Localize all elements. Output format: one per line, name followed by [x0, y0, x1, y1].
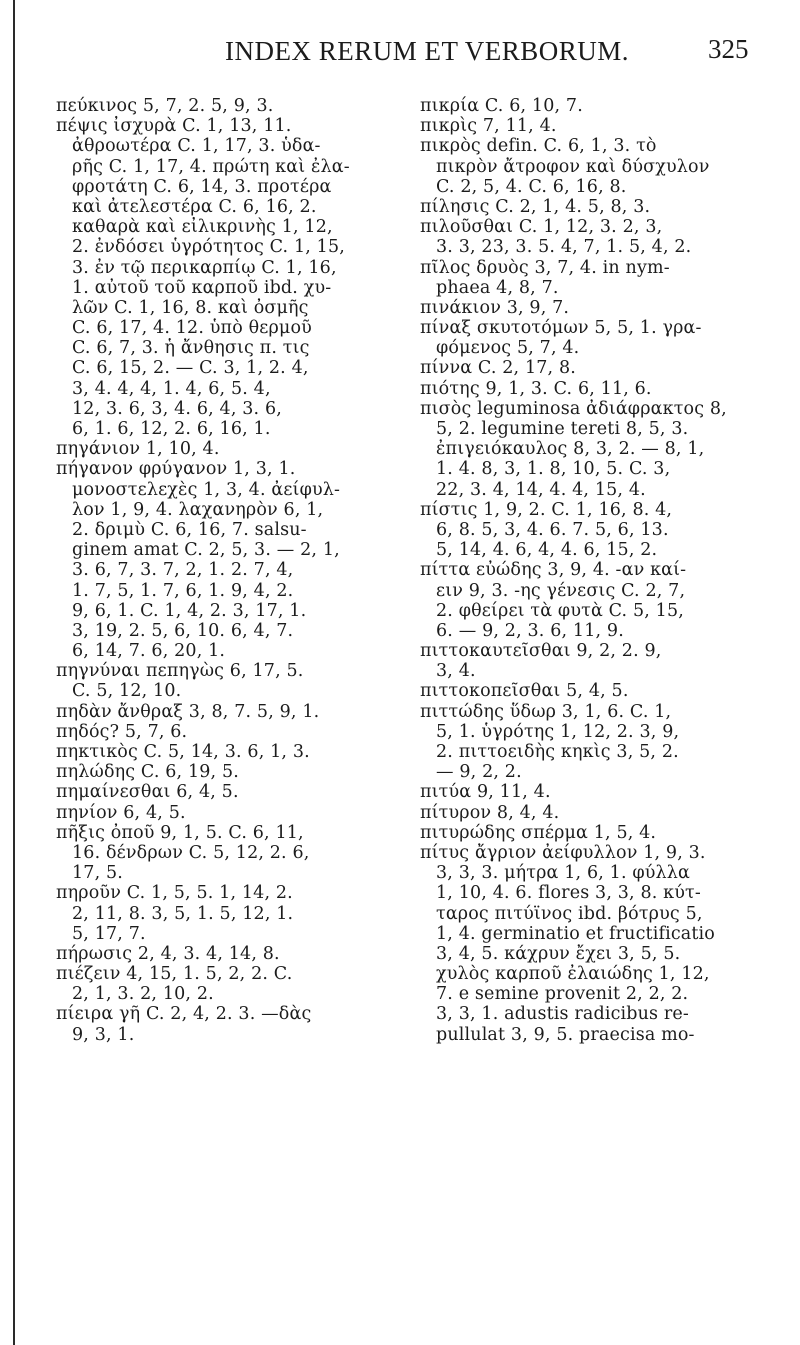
index-continuation-line: μονοστελεχὲς 1, 3, 4. ἀείφυλ- [72, 479, 341, 500]
index-continuation-line: 2, 1, 3. 2, 10, 2. [72, 984, 214, 1005]
index-continuation-line: φόμενος 5, 7, 4. [436, 338, 580, 359]
index-entry-line: πῆξις ὀποῦ 9, 1, 5. C. 6, 11, [56, 822, 304, 843]
index-continuation-line: 3. 6, 7, 3. 7, 2, 1. 2. 7, 4, [72, 560, 294, 581]
index-continuation-line: C. 6, 7, 3. ἡ ἄνθησις π. τις [72, 338, 310, 359]
index-entry-line: πηδός? 5, 7, 6. [56, 721, 188, 742]
page-header [0, 30, 800, 70]
index-continuation-line: καὶ ἀτελεστέρα C. 6, 16, 2. [72, 196, 317, 217]
index-continuation-line: phaea 4, 8, 7. [436, 277, 559, 298]
index-entry-line: πήγανον φρύγανον 1, 3, 1. [56, 459, 296, 480]
index-entry-line: πιτύα 9, 11, 4. [420, 782, 551, 803]
index-continuation-line: 3, 4. [436, 661, 476, 682]
index-entry-line: πημαίνεσθαι 6, 4, 5. [56, 782, 239, 803]
index-continuation-line: C. 6, 15, 2. — C. 3, 1, 2. 4, [72, 358, 309, 379]
index-continuation-line: φροτάτη C. 6, 14, 3. προτέρα [72, 176, 332, 197]
index-continuation-line: 2. πιττοειδὴς κηκὶς 3, 5, 2. [436, 742, 679, 762]
index-entry-line: πιττώδης ὕδωρ 3, 1, 6. C. 1, [420, 701, 672, 722]
index-entry-line: πηλώδης C. 6, 19, 5. [56, 762, 239, 783]
index-continuation-line: 12, 3. 6, 3, 4. 6, 4, 3. 6, [72, 398, 282, 419]
index-continuation-line: 5, 14, 4. 6, 4, 4. 6, 15, 2. [436, 540, 658, 561]
index-continuation-line: λον 1, 9, 4. λαχανηρὸν 6, 1, [72, 499, 324, 520]
index-continuation-line: 6, 8. 5, 3, 4. 6. 7. 5, 6, 13. [436, 519, 669, 540]
index-continuation-line: ginem amat C. 2, 5, 3. — 2, 1, [72, 540, 340, 561]
index-continuation-line: 3, 3, 1. adustis radicibus re- [436, 1004, 689, 1025]
right-index-column [420, 96, 775, 1045]
index-continuation-line: 9, 6, 1. C. 1, 4, 2. 3, 17, 1. [72, 600, 307, 621]
index-continuation-line: 6, 1. 6, 12, 2. 6, 16, 1. [72, 419, 271, 439]
index-entry-line: πεύκινος 5, 7, 2. 5, 9, 3. [56, 96, 274, 116]
index-continuation-line: 3, 4, 5. κάχρυν ἔχει 3, 5, 5. [436, 943, 681, 964]
index-continuation-line: ἐπιγειόκαυλος 8, 3, 2. — 8, 1, [436, 439, 705, 460]
index-entry-line: πίστις 1, 9, 2. C. 1, 16, 8. 4, [420, 499, 673, 520]
index-continuation-line: 1, 10, 4. 6. flores 3, 3, 8. κύτ- [436, 883, 701, 904]
index-entry-line: πιέζειν 4, 15, 1. 5, 2, 2. C. [56, 964, 293, 985]
index-entry-line: πισὸς leguminosa ἀδιάφρακτος 8, [420, 398, 727, 419]
index-continuation-line: 1, 4. germinatio et fructificatio [436, 923, 715, 944]
index-entry-line: πίννα C. 2, 17, 8. [420, 358, 576, 379]
index-entry-line: πίττα εὐώδης 3, 9, 4. -αν καί- [420, 560, 687, 581]
index-continuation-line: C. 6, 17, 4. 12. ὑπὸ θερμοῦ [72, 318, 312, 339]
index-continuation-line: — 9, 2, 2. [436, 762, 522, 783]
index-continuation-line: 3. 3, 23, 3. 5. 4, 7, 1. 5, 4, 2. [436, 237, 692, 258]
index-continuation-line: 1. 7, 5, 1. 7, 6, 1. 9, 4, 2. [72, 580, 294, 601]
index-continuation-line: 5, 17, 7. [72, 923, 146, 944]
index-entry-line: πηδὰν ἄνθραξ 3, 8, 7. 5, 9, 1. [56, 701, 320, 722]
index-continuation-line: 2. δριμὺ C. 6, 16, 7. salsu- [72, 519, 307, 540]
index-entry-line: πηνίον 6, 4, 5. [56, 802, 186, 823]
index-continuation-line: 2. φθείρει τὰ φυτὰ C. 5, 15, [436, 600, 684, 621]
index-entry-line: πίναξ σκυτοτόμων 5, 5, 1. γρα- [420, 318, 702, 339]
index-continuation-line: 5, 2. legumine tereti 8, 5, 3. [436, 419, 689, 439]
index-entry-line: πίειρα γῆ C. 2, 4, 2. 3. —δὰς [56, 1004, 312, 1025]
index-continuation-line: 1. αὐτοῦ τοῦ καρποῦ ibd. χυ- [72, 277, 332, 298]
index-entry-line: πικρία C. 6, 10, 7. [420, 96, 583, 116]
index-continuation-line: χυλὸς καρποῦ ἐλαιώδης 1, 12, [436, 964, 710, 985]
index-entry-line: πινάκιον 3, 9, 7. [420, 297, 570, 318]
index-continuation-line: 22, 3. 4, 14, 4. 4, 15, 4. [436, 479, 646, 500]
index-continuation-line: 2. ἐνδόσει ὑγρότητος C. 1, 15, [72, 237, 345, 258]
index-continuation-line: ειν 9, 3. -ης γένεσις C. 2, 7, [436, 580, 686, 601]
index-entry-line: πηγάνιον 1, 10, 4. [56, 439, 220, 460]
index-continuation-line: καθαρὰ καὶ εἰλικρινὴς 1, 12, [72, 217, 333, 238]
index-continuation-line: 5, 1. ὑγρότης 1, 12, 2. 3, 9, [436, 721, 680, 742]
index-entry-line: πήρωσις 2, 4, 3. 4, 14, 8. [56, 943, 280, 964]
index-entry-line: πιτυρώδης σπέρμα 1, 5, 4. [420, 822, 657, 843]
index-continuation-line: ἀθροωτέρα C. 1, 17, 3. ὑδα- [72, 136, 321, 157]
left-index-column [56, 96, 398, 1045]
index-entry-line: πηροῦν C. 1, 5, 5. 1, 14, 2. [56, 883, 293, 904]
index-entry-line: πίτυς ἄγριον ἀείφυλλον 1, 9, 3. [420, 842, 706, 863]
index-entry-line: πηκτικὸς C. 5, 14, 3. 6, 1, 3. [56, 742, 310, 762]
index-entry-line: πῖλος δρυὸς 3, 7, 4. in nym- [420, 257, 670, 278]
index-entry-line: πιττοκαυτεῖσθαι 9, 2, 2. 9, [420, 641, 662, 662]
index-entry-line: πίλησις C. 2, 1, 4. 5, 8, 3. [420, 196, 651, 217]
index-entry-line: πηγνύναι πεπηγὼς 6, 17, 5. [56, 661, 304, 682]
index-continuation-line: 17, 5. [72, 863, 123, 884]
index-continuation-line: 3, 3, 3. μήτρα 1, 6, 1. φύλλα [436, 863, 691, 884]
index-continuation-line: 16. δένδρων C. 5, 12, 2. 6, [72, 842, 310, 863]
index-entry-line: πιττοκοπεῖσθαι 5, 4, 5. [420, 681, 629, 702]
index-continuation-line: 3. ἐν τῷ περικαρπίῳ C. 1, 16, [72, 257, 337, 278]
index-continuation-line: λῶν C. 1, 16, 8. καὶ ὀσμῆς [72, 297, 309, 318]
index-continuation-line: 6. — 9, 2, 3. 6, 11, 9. [436, 620, 624, 641]
page-number: 325 [708, 34, 749, 64]
index-continuation-line: 3, 4. 4, 4, 1. 4, 6, 5. 4, [72, 378, 271, 399]
index-entry-line: πέψις ἰσχυρὰ C. 1, 13, 11. [56, 116, 292, 137]
index-continuation-line: C. 5, 12, 10. [72, 681, 182, 702]
index-entry-line: πικρὶς 7, 11, 4. [420, 116, 557, 137]
index-continuation-line: πικρὸν ἄτροφον καὶ δύσχυλον [436, 156, 710, 177]
index-entry-line: πικρὸς defin. C. 6, 1, 3. τὸ [420, 136, 657, 157]
index-continuation-line: pullulat 3, 9, 5. praecisa mo- [436, 1024, 695, 1045]
index-continuation-line: C. 2, 5, 4. C. 6, 16, 8. [436, 176, 627, 197]
index-continuation-line: 9, 3, 1. [72, 1024, 135, 1045]
page-edge-rule [13, 0, 15, 1345]
index-continuation-line: 2, 11, 8. 3, 5, 1. 5, 12, 1. [72, 903, 294, 924]
index-continuation-line: ρῆς C. 1, 17, 4. πρώτη καὶ ἐλα- [72, 156, 350, 177]
index-entry-line: πίτυρον 8, 4, 4. [420, 802, 560, 823]
index-continuation-line: 3, 19, 2. 5, 6, 10. 6, 4, 7. [72, 620, 294, 641]
index-continuation-line: ταρος πιτύϊνος ibd. βότρυς 5, [436, 903, 703, 924]
index-entry-line: πιότης 9, 1, 3. C. 6, 11, 6. [420, 378, 652, 399]
index-continuation-line: 1. 4. 8, 3, 1. 8, 10, 5. C. 3, [436, 459, 671, 480]
index-continuation-line: 6, 14, 7. 6, 20, 1. [72, 641, 226, 662]
index-entry-line: πιλοῦσθαι C. 1, 12, 3. 2, 3, [420, 217, 663, 238]
index-continuation-line: 7. e semine provenit 2, 2, 2. [436, 984, 689, 1005]
running-title: INDEX RERUM ET VERBORUM. [225, 36, 630, 66]
